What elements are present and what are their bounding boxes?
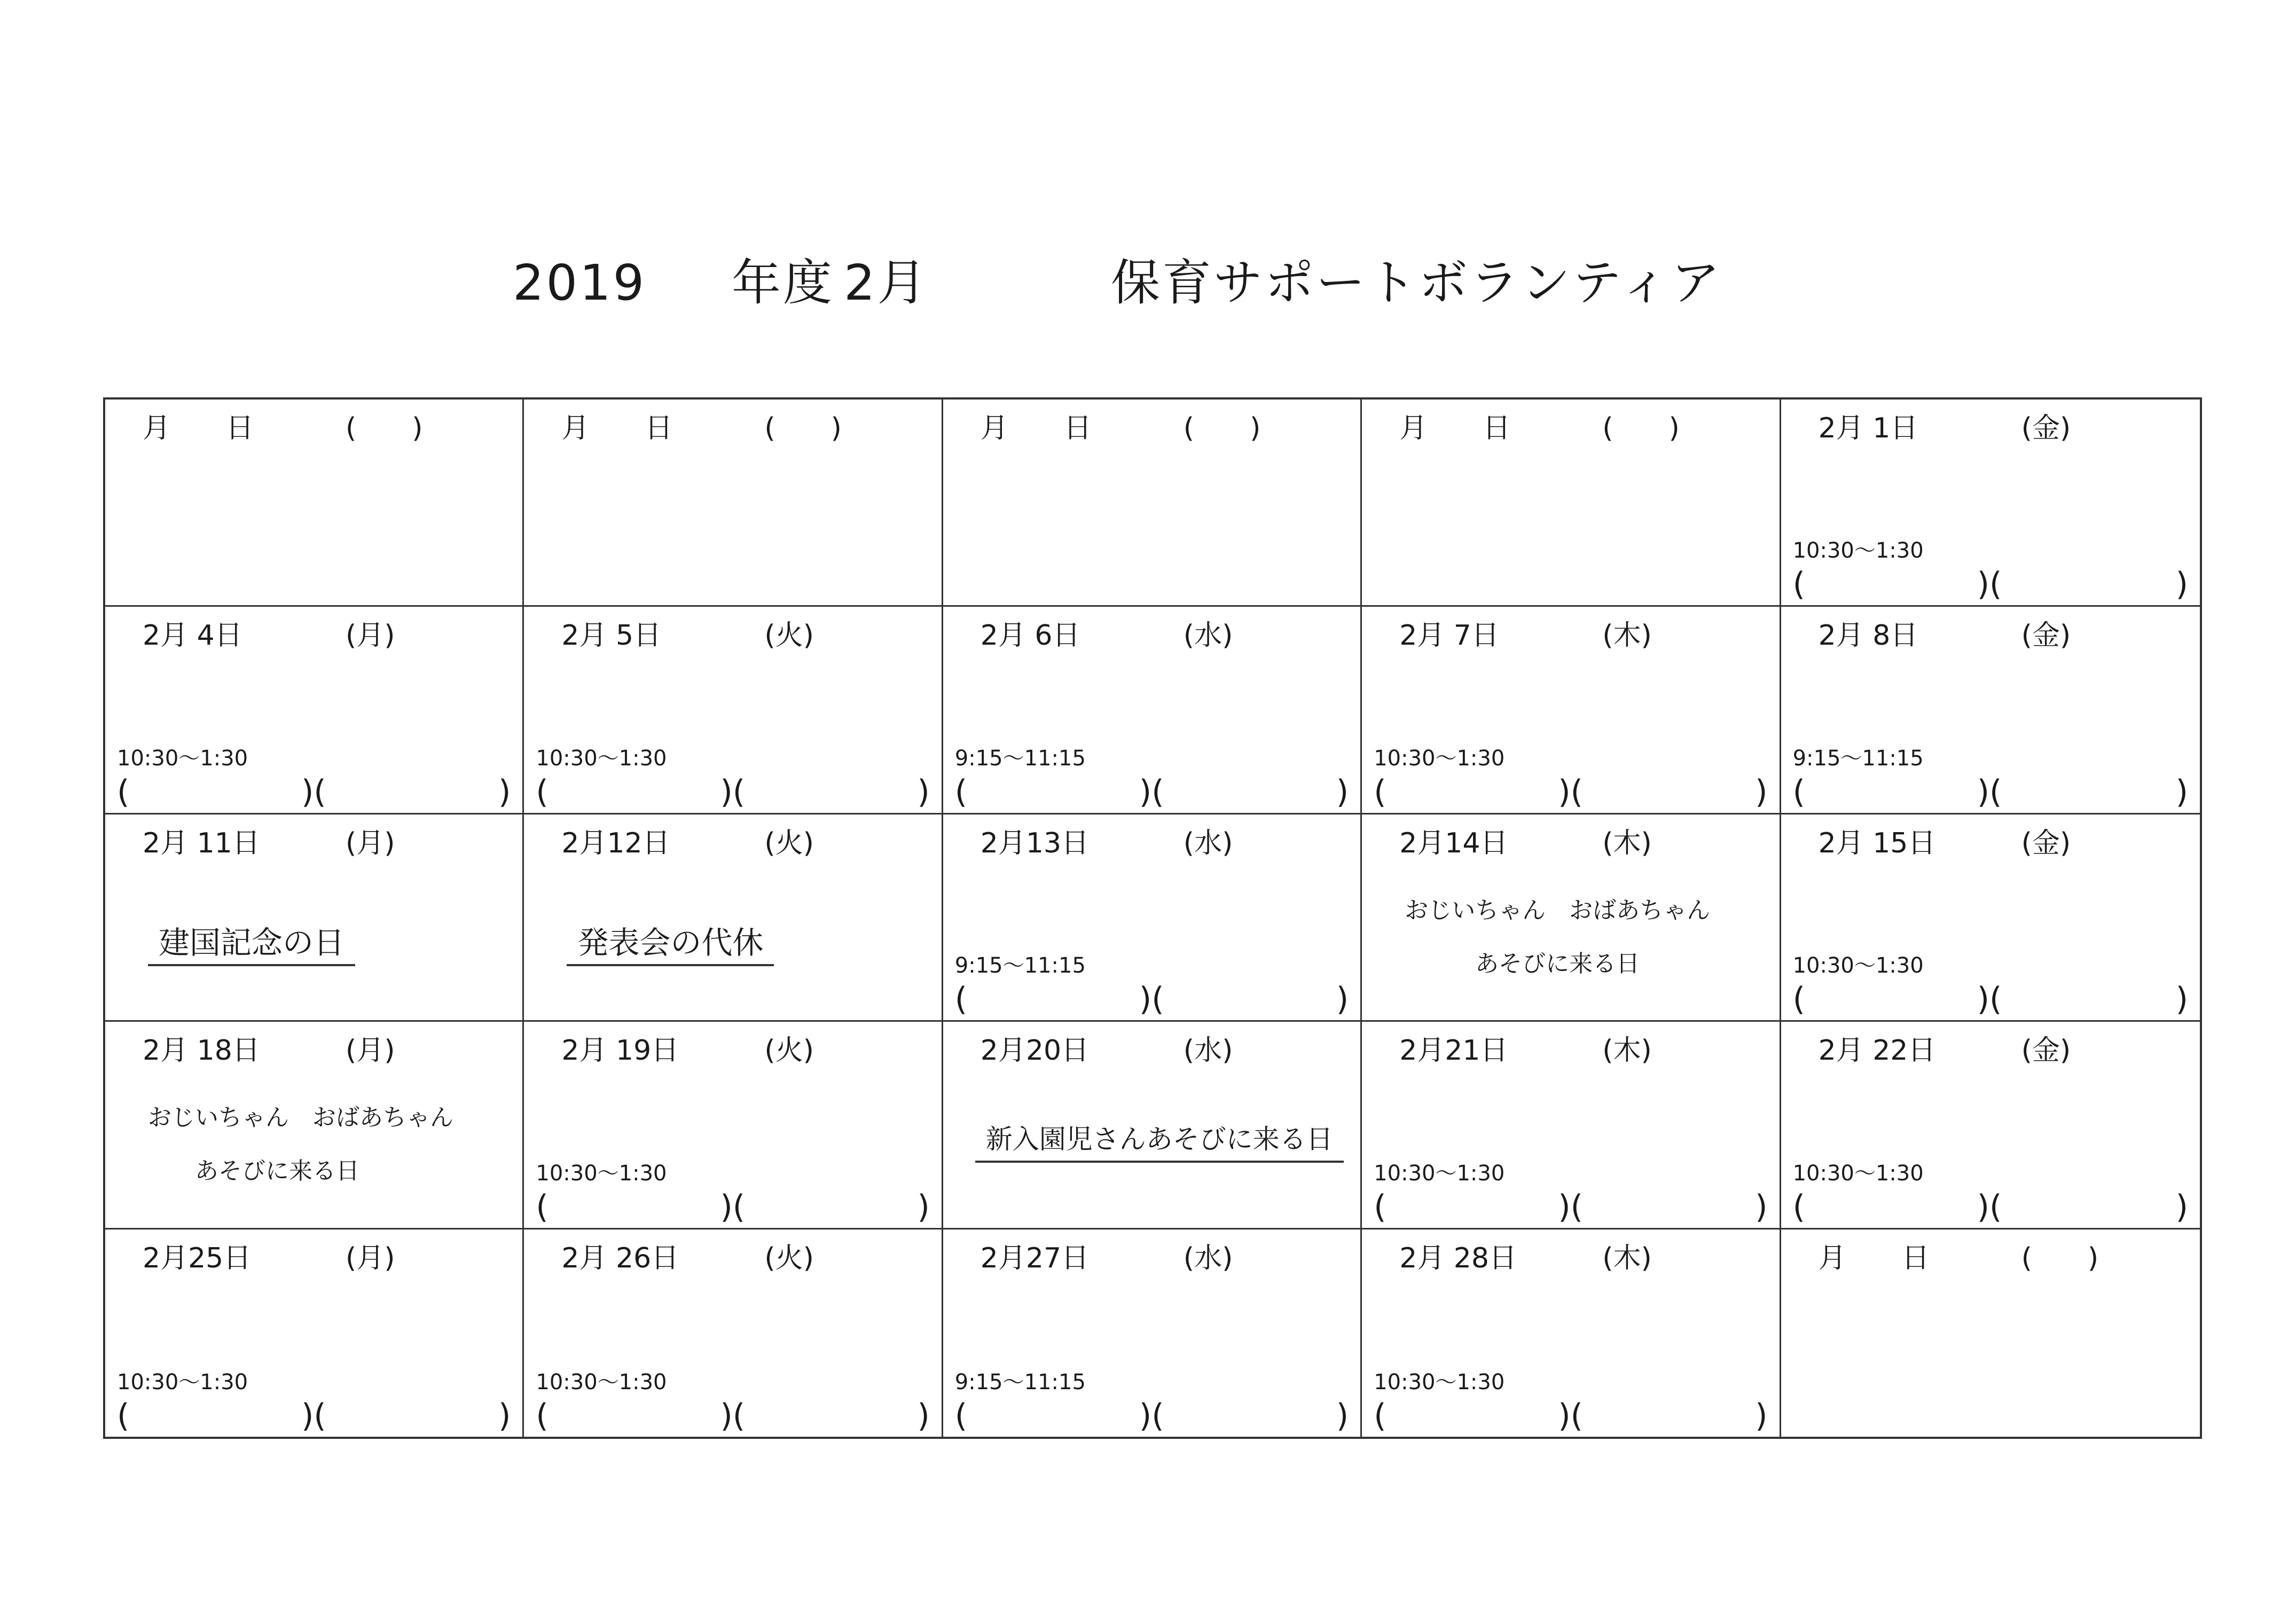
paren-mark: )( — [1977, 773, 2002, 811]
paren-mark: )( — [720, 1188, 746, 1226]
calendar-cell — [524, 1022, 943, 1229]
paren-mark: )( — [1977, 981, 2002, 1019]
time-slot: 9:15～11:15 — [954, 746, 1086, 771]
date-label: 2月13日 — [980, 827, 1090, 859]
event-label: 発表会の代休 — [567, 921, 774, 966]
paren-mark: ) — [498, 1397, 511, 1435]
calendar-cell — [524, 815, 943, 1022]
calendar-cell — [1781, 1230, 2200, 1437]
weekday-label: (月) — [346, 1035, 395, 1067]
paren-mark: ( — [117, 1397, 130, 1435]
paren-mark: )( — [301, 1397, 326, 1435]
volunteer-blank — [1374, 1188, 1767, 1226]
date-header — [561, 822, 920, 865]
time-slot: 9:15～11:15 — [954, 953, 1086, 978]
paren-mark: )( — [1558, 1188, 1584, 1226]
time-slot: 10:30～1:30 — [536, 746, 667, 771]
date-header — [981, 614, 1339, 657]
calendar-cell — [524, 607, 943, 814]
paren-mark: ) — [1755, 1188, 1768, 1226]
date-label: 2月12日 — [561, 827, 670, 859]
date-header — [1819, 614, 2179, 657]
date-label: 2月 11日 — [143, 827, 260, 859]
paren-mark: ( — [954, 981, 968, 1019]
paren-mark: ( — [536, 773, 548, 811]
volunteer-blank — [1374, 773, 1767, 811]
title-program-name: 保育サポートボランティア — [1111, 254, 1722, 311]
paren-mark: )( — [301, 773, 326, 811]
title-month: 2月 — [844, 254, 929, 311]
volunteer-blank — [536, 1188, 929, 1226]
paren-mark: ) — [2175, 773, 2188, 811]
date-header — [143, 822, 501, 865]
date-header — [1399, 1029, 1758, 1072]
weekday-label: (火) — [764, 1035, 814, 1067]
weekday-label: (火) — [764, 620, 814, 652]
date-header — [1819, 1029, 2179, 1072]
date-label: 2月 15日 — [1818, 827, 1936, 859]
weekday-label: (金) — [2021, 1035, 2071, 1067]
paren-mark: ( — [536, 1188, 548, 1226]
note-text: おじいちゃん おばあちゃん あそびに来る日 — [1405, 896, 1711, 977]
weekday-label: (火) — [764, 827, 814, 859]
time-slot: 10:30～1:30 — [1374, 1369, 1505, 1395]
calendar-cell — [105, 607, 524, 814]
date-label: 2月14日 — [1399, 827, 1508, 859]
calendar-cell — [524, 400, 943, 607]
calendar-cell — [1362, 1230, 1781, 1437]
date-header — [981, 1237, 1339, 1280]
title-year: 2019 — [513, 254, 647, 311]
time-slot: 10:30～1:30 — [117, 746, 248, 771]
calendar-cell — [1362, 815, 1781, 1022]
paren-mark: ) — [2175, 981, 2188, 1019]
paren-mark: )( — [1139, 981, 1164, 1019]
date-header — [981, 407, 1339, 450]
volunteer-blank — [117, 1397, 511, 1435]
date-header — [981, 1029, 1339, 1072]
date-label: 2月 6日 — [980, 620, 1080, 652]
date-header — [1819, 407, 2179, 450]
volunteer-blank — [536, 1397, 929, 1435]
date-label: 月 日 — [980, 412, 1092, 444]
paren-mark: ( — [1792, 981, 1806, 1019]
volunteer-blank — [955, 773, 1349, 811]
time-slot: 10:30～1:30 — [117, 1369, 248, 1395]
calendar-cell — [1781, 400, 2200, 607]
date-label: 2月 26日 — [561, 1242, 679, 1274]
paren-mark: ) — [917, 773, 930, 811]
paren-mark: )( — [1139, 1397, 1164, 1435]
volunteer-blank — [1793, 981, 2188, 1018]
calendar-cell — [943, 815, 1362, 1022]
date-label: 2月25日 — [143, 1242, 252, 1274]
date-header — [561, 1029, 920, 1072]
weekday-label: ( ) — [2021, 1242, 2099, 1274]
paren-mark: ) — [1755, 1397, 1768, 1435]
paren-mark: )( — [1977, 1188, 2002, 1226]
paren-mark: ) — [498, 773, 511, 811]
calendar-cell — [1781, 815, 2200, 1022]
time-slot: 10:30～1:30 — [536, 1161, 667, 1186]
date-header — [1399, 822, 1758, 865]
date-header — [1399, 1237, 1758, 1280]
weekday-label: (月) — [346, 620, 395, 652]
paren-mark: ( — [954, 773, 968, 811]
paren-mark: ) — [917, 1397, 930, 1435]
calendar-cell — [105, 400, 524, 607]
paren-mark: ( — [1374, 1188, 1386, 1226]
weekday-label: ( ) — [346, 412, 423, 444]
weekday-label: ( ) — [1183, 412, 1261, 444]
date-header — [1819, 1237, 2179, 1280]
date-header — [143, 407, 501, 450]
date-label: 2月 1日 — [1818, 412, 1918, 444]
date-label: 2月 8日 — [1818, 620, 1918, 652]
date-label: 2月 7日 — [1399, 620, 1499, 652]
calendar-cell — [1362, 607, 1781, 814]
paren-mark: ) — [1336, 981, 1349, 1019]
paren-mark: ) — [1336, 773, 1349, 811]
time-slot: 9:15～11:15 — [1792, 746, 1924, 771]
weekday-label: (金) — [2021, 620, 2071, 652]
paren-mark: ( — [954, 1397, 968, 1435]
calendar-cell — [105, 815, 524, 1022]
date-header — [143, 614, 501, 657]
volunteer-blank — [536, 773, 929, 811]
volunteer-blank — [117, 773, 511, 811]
paren-mark: )( — [1139, 773, 1164, 811]
paren-mark: ( — [1792, 566, 1806, 604]
date-header — [143, 1029, 501, 1072]
date-label: 2月 22日 — [1818, 1035, 1936, 1067]
date-label: 2月27日 — [980, 1242, 1090, 1274]
calendar-cell — [943, 1022, 1362, 1229]
paren-mark: ) — [917, 1188, 930, 1226]
date-label: 2月21日 — [1399, 1035, 1508, 1067]
calendar-cell — [105, 1022, 524, 1229]
weekday-label: (月) — [346, 1242, 395, 1274]
calendar-cell — [943, 1230, 1362, 1437]
time-slot: 10:30～1:30 — [1374, 1161, 1505, 1186]
time-slot: 10:30～1:30 — [1792, 1161, 1924, 1186]
date-header — [1399, 407, 1758, 450]
paren-mark: )( — [720, 1397, 746, 1435]
date-label: 2月 5日 — [561, 620, 662, 652]
weekday-label: (金) — [2021, 412, 2071, 444]
weekday-label: (火) — [764, 1242, 814, 1274]
date-header — [561, 1237, 920, 1280]
event-label: 建国記念の日 — [148, 921, 355, 966]
weekday-label: (水) — [1183, 620, 1233, 652]
time-slot: 10:30～1:30 — [1792, 953, 1924, 978]
paren-mark: ) — [1755, 773, 1768, 811]
paren-mark: ( — [536, 1397, 548, 1435]
calendar-cell — [524, 1230, 943, 1437]
volunteer-blank — [1374, 1397, 1767, 1435]
date-label: 月 日 — [143, 412, 254, 444]
date-label: 2月 28日 — [1399, 1242, 1517, 1274]
volunteer-blank — [955, 981, 1349, 1018]
date-header — [561, 614, 920, 657]
calendar-cell — [105, 1230, 524, 1437]
date-label: 2月20日 — [980, 1035, 1090, 1067]
date-header — [143, 1237, 501, 1280]
date-label: 月 日 — [1818, 1242, 1930, 1274]
time-slot: 9:15～11:15 — [954, 1369, 1086, 1395]
weekday-label: (水) — [1183, 827, 1233, 859]
volunteer-blank — [1793, 773, 2188, 811]
date-header — [981, 822, 1339, 865]
page-title — [513, 243, 1722, 323]
weekday-label: ( ) — [764, 412, 842, 444]
paren-mark: ( — [1792, 1188, 1806, 1226]
paren-mark: ( — [117, 773, 130, 811]
paren-mark: )( — [1558, 1397, 1584, 1435]
volunteer-blank — [1793, 1188, 2188, 1226]
title-nendo: 年度 — [732, 254, 835, 311]
weekday-label: (金) — [2021, 827, 2071, 859]
paren-mark: )( — [1977, 566, 2002, 604]
weekday-label: (木) — [1602, 827, 1652, 859]
weekday-label: (木) — [1602, 1035, 1652, 1067]
time-slot: 10:30～1:30 — [1792, 538, 1924, 563]
date-label: 月 日 — [561, 412, 673, 444]
date-header — [1399, 614, 1758, 657]
weekday-label: (水) — [1183, 1242, 1233, 1274]
paren-mark: )( — [720, 773, 746, 811]
paren-mark: ) — [2175, 1188, 2188, 1226]
date-label: 2月 4日 — [143, 620, 242, 652]
weekday-label: (月) — [346, 827, 395, 859]
calendar-cell — [1781, 607, 2200, 814]
weekday-label: ( ) — [1602, 412, 1680, 444]
event-label: 新入園児さんあそびに来る日 — [975, 1118, 1344, 1163]
volunteer-blank — [1793, 566, 2188, 603]
calendar-cell — [1362, 1022, 1781, 1229]
date-header — [561, 407, 920, 450]
volunteer-blank — [955, 1397, 1349, 1435]
paren-mark: ) — [2175, 566, 2188, 604]
paren-mark: ( — [1374, 1397, 1386, 1435]
calendar-cell — [943, 607, 1362, 814]
paren-mark: ( — [1792, 773, 1806, 811]
paren-mark: )( — [1558, 773, 1584, 811]
weekday-label: (水) — [1183, 1035, 1233, 1067]
paren-mark: ( — [1374, 773, 1386, 811]
calendar-cell — [1362, 400, 1781, 607]
calendar-cell — [943, 400, 1362, 607]
time-slot: 10:30～1:30 — [536, 1369, 667, 1395]
time-slot: 10:30～1:30 — [1374, 746, 1505, 771]
calendar-grid — [103, 397, 2202, 1439]
date-label: 2月 19日 — [561, 1035, 679, 1067]
paren-mark: ) — [1336, 1397, 1349, 1435]
weekday-label: (木) — [1602, 620, 1652, 652]
date-label: 2月 18日 — [143, 1035, 260, 1067]
date-label: 月 日 — [1399, 412, 1511, 444]
weekday-label: (木) — [1602, 1242, 1652, 1274]
calendar-cell — [1781, 1022, 2200, 1229]
date-header — [1819, 822, 2179, 865]
note-text: おじいちゃん おばあちゃん あそびに来る日 — [148, 1104, 453, 1185]
